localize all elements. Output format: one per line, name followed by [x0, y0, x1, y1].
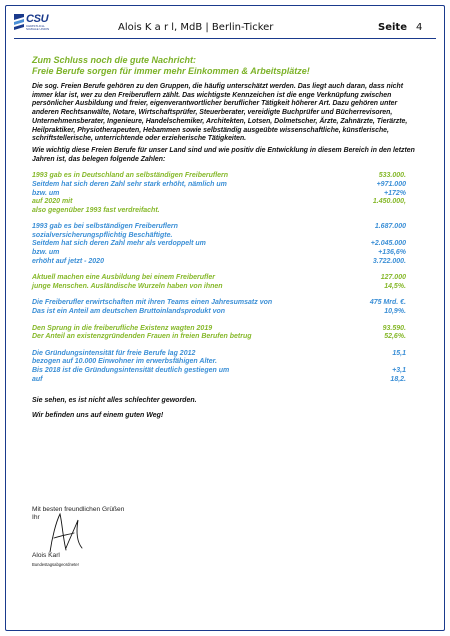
stat-value: 1.450.000,: [372, 198, 406, 206]
stat-label: bezogen auf 10.000 Einwohner im erwerbsfähigen Alter.: [32, 358, 217, 366]
stat-row: [32, 223, 424, 232]
closing-line-1: Sie sehen, es ist nicht alles schlechter geworden.: [32, 397, 197, 405]
stat-label: Die Gründungsintensität für freie Berufe lag 2012: [32, 349, 196, 357]
headline-line-2: Freie Berufe sorgen für immer mehr Einkommen & Arbeitsplätze!: [32, 66, 310, 76]
page-label: Seite: [378, 22, 407, 33]
stat-group: [32, 172, 424, 215]
stat-row: [32, 172, 424, 181]
csu-logo: [14, 14, 54, 36]
stat-label: erhöht auf jetzt - 2020: [32, 257, 104, 265]
stat-group: [32, 274, 424, 291]
intro-paragraph-2: Wie wichtig diese Freien Berufe für unser Land sind und wie positiv die Entwicklung in diesem Bereich in den letzten Jahren ist, das belegen folgende Zahlen:: [32, 146, 415, 163]
closing-text: [32, 396, 424, 420]
stat-row: [32, 190, 424, 199]
headline-line-1: Zum Schluss noch die gute Nachricht:: [32, 55, 197, 65]
closing-line-2: Wir befinden uns auf einem guten Weg!: [32, 412, 164, 420]
lion-stripes-icon: [14, 14, 24, 34]
stat-value: +2.045.000: [370, 240, 406, 248]
stat-value: +172%: [384, 189, 406, 197]
stat-row: [32, 181, 424, 190]
stat-value: 52,6%.: [384, 333, 406, 341]
stat-value: 15,1: [392, 349, 406, 357]
stat-value: 127.000: [380, 274, 406, 282]
stat-value: 533.000.: [378, 172, 406, 180]
stat-label: Das ist ein Anteil am deutschen Bruttoinlandsprodukt von: [32, 308, 226, 316]
stat-row: [32, 325, 424, 334]
stat-label: Der Anteil an existenzgründenden Frauen in freien Berufen betrug: [32, 333, 252, 341]
stat-group: [32, 325, 424, 342]
stat-row: [32, 367, 424, 376]
stat-row: [32, 358, 424, 367]
stat-group: [32, 299, 424, 316]
stat-label: sozialversicherungspflichtig Beschäftigte.: [32, 231, 173, 239]
stat-row: [32, 376, 424, 385]
stat-label: also gegenüber 1993 fast verdreifacht.: [32, 206, 160, 214]
intro-text: [32, 83, 424, 164]
signatory-title: Bundestagsabgeordneter: [32, 562, 80, 567]
stat-label: Den Sprung in die freiberufliche Existenz wagten 2019: [32, 324, 213, 332]
signoff-ihr: Ihr: [32, 514, 40, 522]
main-content: [32, 55, 424, 426]
stat-row: [32, 283, 424, 292]
stat-label: auf 2020 mit: [32, 198, 73, 206]
page-title: Alois K a r l, MdB | Berlin-Ticker: [118, 22, 274, 33]
headline: [32, 55, 424, 77]
stat-row: [32, 198, 424, 207]
stat-label: Bis 2018 ist die Gründungsintensität deutlich gestiegen um: [32, 367, 230, 375]
stat-group: [32, 350, 424, 384]
stat-value: +3,1: [392, 367, 406, 375]
stat-label: Die Freiberufler erwirtschaften mit ihren Teams einen Jahresumsatz von: [32, 299, 273, 307]
stat-group: [32, 223, 424, 266]
stat-label: Seitdem hat sich deren Zahl mehr als verdoppelt um: [32, 240, 206, 248]
stat-label: junge Menschen. Ausländische Wurzeln haben von ihnen: [32, 282, 223, 290]
stat-label: Aktuell machen eine Ausbildung bei einem Freiberufler: [32, 274, 215, 282]
stat-row: [32, 207, 424, 216]
stat-label: 1993 gab es bei selbständigen Freiberuflern: [32, 223, 178, 231]
logo-subtext: CHRISTLICH-SOZIALE UNION: [26, 24, 50, 31]
stat-row: [32, 232, 424, 241]
stat-value: 10,9%.: [384, 308, 406, 316]
stat-value: 1.687.000: [374, 223, 406, 231]
stat-value: +971.000: [376, 180, 406, 188]
stat-label: 1993 gab es in Deutschland an selbständigen Freiberuflern: [32, 172, 229, 180]
stat-row: [32, 308, 424, 317]
stat-value: 3.722.000.: [372, 257, 406, 265]
stat-row: [32, 240, 424, 249]
logo-wordmark: CSU: [26, 13, 49, 25]
stat-label: bzw. um: [32, 249, 60, 257]
stat-label: bzw. um: [32, 189, 60, 197]
stat-value: 18,2.: [390, 375, 406, 383]
stat-row: [32, 274, 424, 283]
intro-paragraph-1: Die sog. Freien Berufe gehören zu den Gruppen, die häufig unterschätzt werden. Das liegt auch daran, dass nicht immer klar ist, wer zu den Freiberuflern zählt. Das wichtigste Kennzeichen ist die enge Verknüpfung zwischen persönlicher Ausbildung und freier, eigenverantwortlicher beruflicher Tätigkeit höherer Art. Dazu gehören unter anderen Rechtsanwälte, Notare, Wirtschaftsprüfer, Steuerberater, vereidigte Buchprüfer und Bücherrevisoren, Unternehmensberater, Ingenieure, Handelschemiker, Architekten, Lotsen, Dolmetscher, Ärzte, Zahnärzte, Tierärzte, Heilpraktiker, Physiotherapeuten, Hebammen sowie selbständig ausgeübte wissenschaftliche, künstlerische, schriftstellerische, unterrichtende oder erzieherische Tätigkeiten.: [32, 83, 408, 143]
stat-label: Seitdem hat sich deren Zahl sehr stark erhöht, nämlich um: [32, 180, 227, 188]
stat-row: [32, 350, 424, 359]
stat-value: 475 Mrd. €.: [369, 299, 406, 307]
stat-value: 14,5%.: [384, 282, 406, 290]
stat-row: [32, 258, 424, 267]
stat-value: 93.590.: [382, 324, 406, 332]
header-divider: [14, 38, 436, 39]
signoff-greeting: Mit besten freundlichen Grüßen: [32, 506, 125, 513]
page-number: 4: [416, 22, 423, 33]
statistics-section: [32, 172, 424, 384]
stat-row: [32, 299, 424, 308]
stat-label: auf: [32, 375, 43, 383]
stat-value: +136,6%: [378, 249, 406, 257]
page-header: [14, 14, 436, 42]
stat-row: [32, 249, 424, 258]
handwritten-signature-icon: [44, 508, 84, 556]
signatory-name: Alois Karl: [32, 552, 60, 559]
stat-row: [32, 333, 424, 342]
